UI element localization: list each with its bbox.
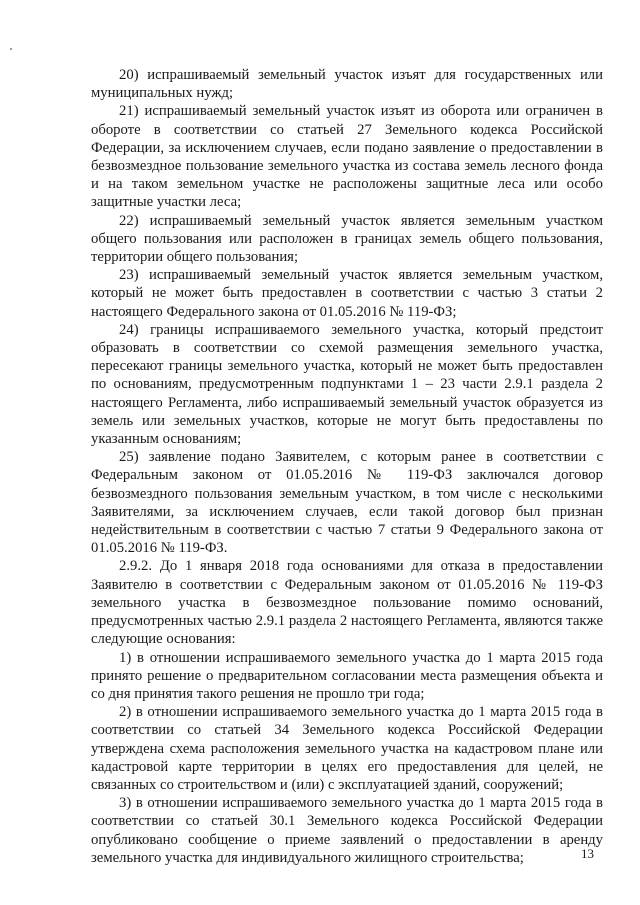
paragraph-subitem-2: 2) в отношении испрашиваемого земельного участка до 1 марта 2015 года в соответствии со статьей 34 Земельного кодекса Российской Федерации утверждена схема расположения земельного участка на кадастровом плане или кадастровой карте территории в целях его предоставления для целей, не связанных со строительством и (или) с эксплуатацией зданий, сооружений; <box>91 704 603 793</box>
paragraph-item-23: 23) испрашиваемый земельный участок является земельным участком, который не может быть предоставлен в соответствии с частью 3 статьи 2 настоящего Федерального закона от 01.05.2016 № 119-ФЗ; <box>91 267 603 320</box>
paragraph-subitem-1: 1) в отношении испрашиваемого земельного участка до 1 марта 2015 года принято решение о предварительном согласовании места размещения объекта и со дня принятия такого решения не прошло три года; <box>91 649 603 702</box>
paragraph-item-22: 22) испрашиваемый земельный участок является земельным участком общего пользования или расположен в границах земель общего пользования, территории общего пользования; <box>91 212 603 266</box>
paragraph-section-2-9-2: 2.9.2. До 1 января 2018 года основаниями для отказа в предоставлении Заявителю в соответствии с Федеральным законом от 01.05.2016 № 119-ФЗ земельного участка в безвозмездное пользование помимо оснований, предусмотренных частью 2.9.1 раздела 2 настоящего Регламента, являются также следующие основания: <box>91 558 603 648</box>
paragraph-item-20: 20) испрашиваемый земельный участок изъят для государственных или муниципальных нужд; <box>91 67 603 102</box>
paragraph-subitem-3: 3) в отношении испрашиваемого земельного участка до 1 марта 2015 года в соответствии со статьей 30.1 Земельного кодекса Российской Федерации опубликовано сообщение о приеме заявлений о предоставлении в аренду земельного участка для индивидуального жилищного строительства; <box>91 795 603 866</box>
document-body <box>91 66 603 867</box>
scan-speck <box>10 48 12 50</box>
page-number: 13 <box>581 846 594 861</box>
paragraph-item-25: 25) заявление подано Заявителем, с которым ранее в соответствии с Федеральным законом от 01.05.2016 № 119-ФЗ заключался договор безвозмездного пользования земельным участком, в том числе с несколькими Заявителями, за исключением случаев, если такой договор был признан недействительным в соответствии с частью 7 статьи 9 Федерального закона от 01.05.2016 № 119-ФЗ. <box>91 449 603 557</box>
paragraph-item-21: 21) испрашиваемый земельный участок изъят из оборота или ограничен в обороте в соответствии со статьей 27 Земельного кодекса Российской Федерации, за исключением случаев, если подано заявление о предоставлении в безвозмездное пользование земельного участка из состава земель лесного фонда и на таком земельном участке не расположены защитные леса или особо защитные участки леса; <box>91 103 603 211</box>
paragraph-item-24: 24) границы испрашиваемого земельного участка, который предстоит образовать в соответствии со схемой размещения земельного участка, пересекают границы земельного участка, который не может быть предоставлен по основаниям, предусмотренным подпунктами 1 – 23 части 2.9.1 раздела 2 настоящего Регламента, либо испрашиваемый земельный участок образуется из земель или земельных участков, которые не могут быть предоставлены по указанным основаниям; <box>91 321 603 448</box>
